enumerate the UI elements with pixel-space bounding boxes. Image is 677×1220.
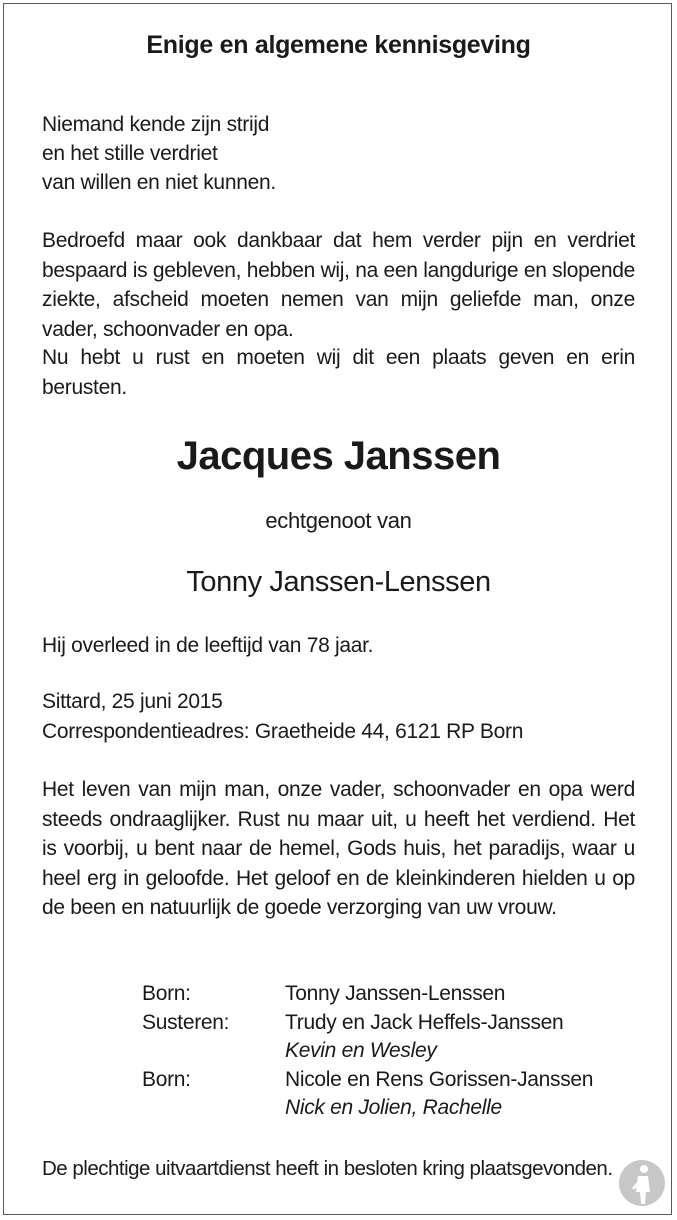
place-date: Sittard, 25 juni 2015 [42,690,223,713]
grandchildren-names: Kevin en Wesley [285,1039,437,1062]
relative-names: Nicole en Rens Gorissen-Janssen [285,1067,594,1091]
poem-line: Niemand kende zijn strijd [42,113,270,136]
deceased-name: Jacques Janssen [176,434,501,478]
poem-line: en het stille verdriet [42,142,218,165]
poem-line: van willen en niet kunnen. [42,171,276,194]
correspondence-address: Correspondentieadres: Graetheide 44, 6121 RP Born [42,720,524,743]
relative-place: Susteren: [142,1010,230,1034]
relative-names: Trudy en Jack Heffels-Janssen [285,1010,564,1034]
closing-line: De plechtige uitvaartdienst heeft in besloten kring plaatsgevonden. [42,1157,613,1180]
relative-names: Tonny Janssen-Lenssen [285,982,506,1005]
acceptance-paragraph: Nu hebt u rust en moeten wij dit een plaats geven en erin berusten. [42,346,635,399]
notice-heading: Enige en algemene kennisgeving [146,31,531,59]
tribute-paragraph: Het leven van mijn man, onze vader, schoonvader en opa werd steeds ondraaglijker. Rust nu maar uit, u heeft het verdiend. Het is voorbij, u bent naar de hemel, Gods huis, het paradijs, waar u heel erg in geloofde. Het geloof en de kleinkinderen hielden u op de been en natuurlijk de goede verzorging van uw vrouw. [42,778,635,919]
relative-place: Born: [142,982,191,1005]
poem [42,110,276,197]
announcement-paragraph: Bedroefd maar ook dankbaar dat hem verder pijn en verdriet bespaard is gebleven, hebben wij, na een langdurige en slopende ziekte, afscheid moeten nemen van mijn geliefde man, onze vader, schoonvader en opa. [42,229,635,341]
grandchildren-names: Nick en Jolien, Rachelle [285,1096,502,1119]
relative-place: Born: [142,1067,191,1091]
spouse-label: echtgenoot van [265,508,412,533]
figure-watermark-icon [618,1158,666,1208]
age-line: Hij overleed in de leeftijd van 78 jaar. [42,634,374,657]
spouse-name: Tonny Janssen-Lenssen [186,566,491,598]
